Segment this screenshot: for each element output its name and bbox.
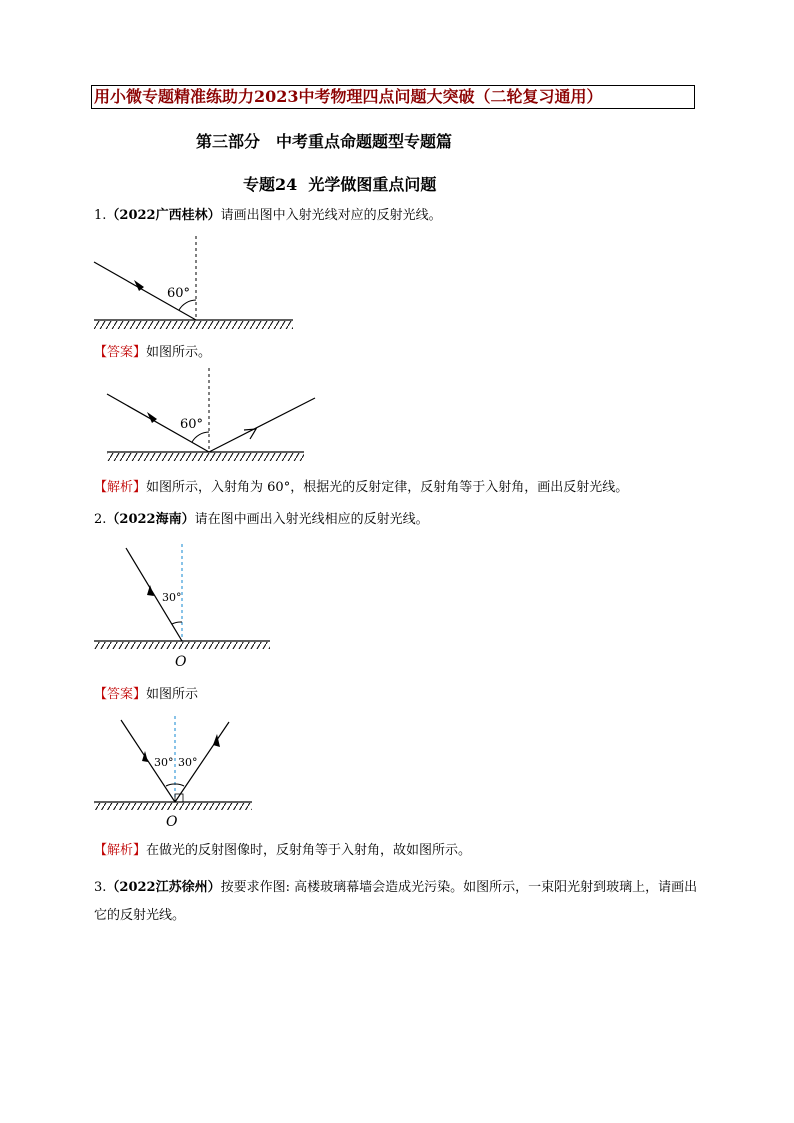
question-1-source: （2022广西桂林） bbox=[106, 208, 221, 223]
analysis-text: 如图所示，入射角为 60°，根据光的反射定律，反射角等于入射角，画出反射光线。 bbox=[146, 480, 629, 495]
angle-arc-left bbox=[166, 784, 175, 786]
question-2-text: 请在图中画出入射光线相应的反射光线。 bbox=[194, 512, 429, 527]
answer-text: 如图所示 bbox=[146, 687, 199, 702]
document-banner: 用小微专题精准练助力2023中考物理四点问题大突破（二轮复习通用） bbox=[91, 85, 695, 109]
point-o-label: O bbox=[175, 654, 187, 670]
analysis-text: 在做光的反射图像时，反射角等于入射角，故如图所示。 bbox=[146, 843, 472, 858]
angle-arc bbox=[192, 432, 209, 442]
question-1 bbox=[94, 206, 442, 226]
question-1-analysis bbox=[94, 478, 628, 498]
reflected-ray bbox=[209, 398, 315, 452]
angle-label: 60° bbox=[180, 417, 204, 432]
answer-tag: 【答案】 bbox=[94, 345, 147, 360]
mirror-hatching bbox=[94, 803, 252, 810]
angle-arc bbox=[172, 622, 182, 624]
question-2-analysis bbox=[94, 841, 471, 861]
angle-label-left: 30° bbox=[154, 756, 174, 769]
question-3-text: 按要求作图: 高楼玻璃幕墙会造成光污染。如图所示，一束阳光射到玻璃上，请画出它的反射光线。 bbox=[94, 880, 698, 923]
angle-label: 30° bbox=[162, 591, 182, 604]
question-1-number: 1. bbox=[94, 208, 107, 223]
question-1-answer bbox=[94, 343, 211, 363]
question-3-number: 3. bbox=[94, 880, 107, 895]
question-3-source: （2022江苏徐州） bbox=[106, 880, 221, 895]
question-2 bbox=[94, 510, 429, 530]
angle-label-right: 30° bbox=[178, 756, 198, 769]
question-2-figure bbox=[92, 544, 277, 669]
part-title: 第三部分 中考重点命题题型专题篇 bbox=[196, 132, 453, 151]
incident-arrow bbox=[147, 585, 154, 596]
question-2-source: （2022海南） bbox=[106, 512, 195, 527]
angle-arc bbox=[179, 300, 196, 310]
analysis-tag: 【解析】 bbox=[94, 480, 147, 495]
mirror-hatching bbox=[94, 642, 270, 649]
analysis-tag: 【解析】 bbox=[94, 843, 147, 858]
angle-arc-right bbox=[175, 784, 184, 786]
question-2-answer bbox=[94, 685, 198, 705]
answer-tag: 【答案】 bbox=[94, 687, 147, 702]
mirror-hatching bbox=[107, 453, 304, 461]
mirror-hatching bbox=[94, 321, 293, 329]
question-1-text: 请画出图中入射光线对应的反射光线。 bbox=[220, 208, 442, 223]
answer-text: 如图所示。 bbox=[146, 345, 212, 360]
question-1-figure bbox=[90, 236, 300, 336]
question-2-answer-figure bbox=[92, 716, 262, 831]
question-1-answer-figure bbox=[104, 368, 319, 468]
point-o-label: O bbox=[166, 814, 178, 830]
topic-title: 专题24 光学做图重点问题 bbox=[243, 175, 437, 194]
question-3 bbox=[94, 874, 706, 930]
question-2-number: 2. bbox=[94, 512, 107, 527]
angle-label: 60° bbox=[167, 286, 191, 301]
